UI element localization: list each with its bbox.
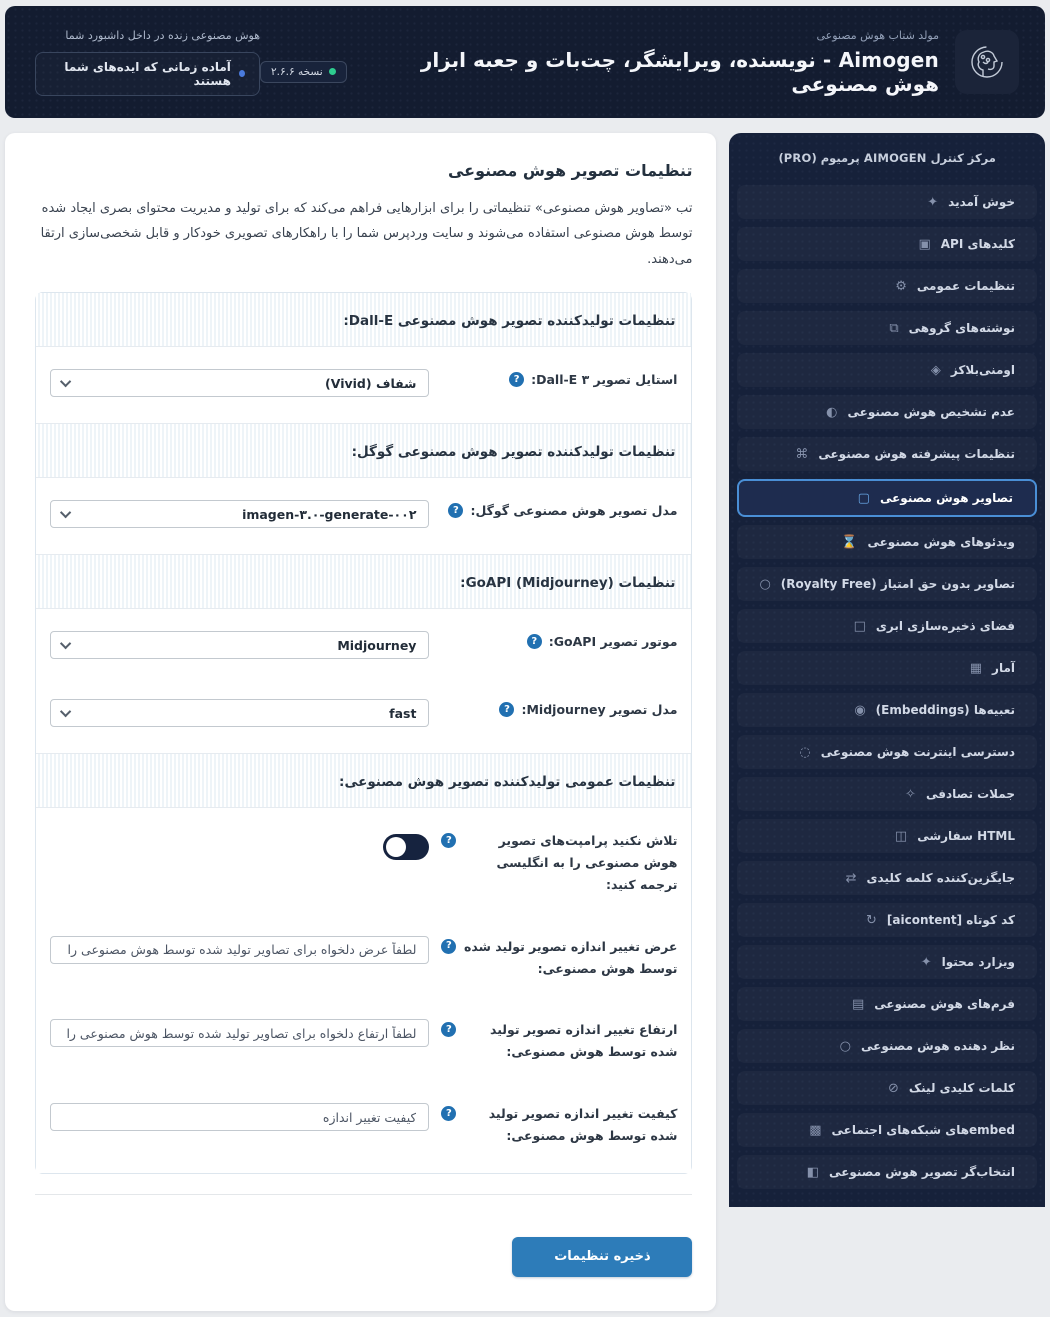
key-card-icon: ▣ (918, 236, 931, 252)
sidebar-item-custom-html[interactable] (737, 819, 1037, 853)
ready-status-pill: آماده زمانی که ایده‌های شما هستند (35, 52, 260, 96)
app-header (5, 6, 1045, 118)
goapi-engine-label: موتور تصویر GoAPI: (548, 634, 678, 650)
sidebar-item-label: تصاویر بدون حق امتیاز (Royalty Free) (780, 577, 1015, 591)
sidebar-item-label: اومنی‌بلاکز (950, 363, 1015, 377)
resize-width-input[interactable] (50, 936, 429, 964)
sidebar-item-random-sentences[interactable] (737, 777, 1037, 811)
app-logo (955, 30, 1019, 94)
wand-sparkle-icon: ✦ (920, 954, 932, 970)
sidebar-item-label: HTML سفارشی (917, 829, 1015, 843)
sidebar-item-royalty-free[interactable] (737, 567, 1037, 601)
sidebar-item-label: ویدئوهای هوش مصنوعی (867, 535, 1015, 549)
gear-icon: ⚙ (895, 278, 907, 294)
dalle-style-select[interactable]: شفاف (Vivid) (50, 369, 429, 397)
sidebar-item-stats[interactable] (737, 651, 1037, 685)
sidebar-item-label: کلمات کلیدی لینک (908, 1081, 1015, 1095)
sidebar-item-label: embedهای شبکه‌های اجتماعی (831, 1123, 1015, 1137)
sidebar-item-bulk-posts[interactable] (737, 311, 1037, 345)
target-icon: ◉ (854, 702, 866, 718)
header-tagline: هوش مصنوعی زنده در داخل داشبورد شما (65, 28, 260, 42)
circle-icon: ○ (759, 576, 771, 592)
blue-status-dot-icon (239, 70, 245, 77)
sidebar-item-omniblocks[interactable] (737, 353, 1037, 387)
image-square-icon: ▢ (857, 490, 870, 506)
no-translate-toggle[interactable] (383, 834, 429, 860)
sidebar-item-label: کد کوتاه [aicontent] (886, 913, 1015, 927)
globe-icon: ◌ (799, 744, 811, 760)
sidebar-item-ai-images[interactable] (737, 479, 1037, 517)
sidebar-item-api-keys[interactable] (737, 227, 1037, 261)
help-icon[interactable]: ? (509, 372, 524, 387)
mj-model-label: مدل تصویر Midjourney: (521, 702, 678, 718)
sidebar-item-label: فرم‌های هوش مصنوعی (874, 997, 1015, 1011)
sidebar-item-label: فضای ذخیره‌سازی ابری (875, 619, 1015, 633)
sidebar-item-label: کلیدهای API (940, 237, 1015, 251)
main-content (5, 133, 716, 1311)
field-resize-width (36, 922, 691, 1006)
help-icon[interactable]: ? (441, 939, 456, 954)
title-block (260, 29, 939, 96)
sidebar-item-label: تصاویر هوش مصنوعی (879, 491, 1013, 505)
help-icon[interactable]: ? (499, 702, 514, 717)
sidebar-item-cloud-storage[interactable] (737, 609, 1037, 643)
section-google: تنظیمات تولیدکننده تصویر هوش مصنوعی گوگل: (36, 423, 691, 478)
sidebar-item-content-wizard[interactable] (737, 945, 1037, 979)
sidebar-nav (729, 133, 1045, 1207)
field-google-model (36, 478, 691, 554)
sidebar-item-label: نظر دهنده هوش مصنوعی (860, 1039, 1015, 1053)
contrast-icon: ◐ (826, 404, 838, 420)
goapi-engine-select[interactable]: Midjourney (50, 631, 429, 659)
embed-grid-icon: ▩ (809, 1122, 822, 1138)
section-goapi: تنظیمات GoAPI (Midjourney): (36, 554, 691, 609)
sidebar-item-label: آمار (992, 661, 1015, 675)
sidebar-items (737, 185, 1037, 1189)
link-circle-icon: ⊘ (887, 1080, 899, 1096)
copy-icon: ⧉ (889, 320, 899, 336)
section-dalle: تنظیمات تولیدکننده تصویر هوش مصنوعی Dall-E: (36, 293, 691, 347)
google-model-label: مدل تصویر هوش مصنوعی گوگل: (470, 503, 678, 519)
help-icon[interactable]: ? (527, 634, 542, 649)
resize-quality-input[interactable] (50, 1103, 429, 1131)
sidebar-item-social-embeds[interactable] (737, 1113, 1037, 1147)
sidebar-item-embeddings[interactable] (737, 693, 1037, 727)
cloud-box-icon: □ (853, 618, 866, 634)
sidebar-title: مرکز کنترل AIMOGEN پرمیوم (PRO) (778, 151, 996, 165)
brain-head-logo-icon (965, 40, 1009, 84)
sidebar-item-label: جملات تصادفی (925, 787, 1015, 801)
sidebar-item-label: خوش آمدید (948, 195, 1015, 209)
sidebar-item-label: تنظیمات عمومی (916, 279, 1015, 293)
swap-arrows-icon: ⇄ (845, 870, 857, 886)
save-area (35, 1194, 692, 1277)
version-badge: نسخه ۲.۶.۶ (260, 61, 347, 83)
sidebar-item-label: دسترسی اینترنت هوش مصنوعی (820, 745, 1015, 759)
comment-circle-icon: ○ (839, 1038, 851, 1054)
field-resize-quality (36, 1089, 691, 1173)
sidebar-item-ai-undetectable[interactable] (737, 395, 1037, 429)
help-icon[interactable]: ? (441, 1022, 456, 1037)
sidebar-item-internet-access[interactable] (737, 735, 1037, 769)
field-mj-model (36, 685, 691, 753)
google-model-select[interactable]: imagen-۳.۰-generate-۰۰۲ (50, 500, 429, 528)
sparkle-outline-icon: ✧ (905, 786, 916, 802)
sidebar-item-label: جایگزین‌کننده کلمه کلیدی (866, 871, 1015, 885)
mj-model-select[interactable]: fast (50, 699, 429, 727)
help-icon[interactable]: ? (441, 1106, 456, 1121)
sidebar-item-label: ویزارد محتوا (941, 955, 1015, 969)
sparkle-icon: ✦ (927, 194, 939, 210)
help-icon[interactable]: ? (441, 833, 456, 848)
sidebar-item-ai-commenter[interactable] (737, 1029, 1037, 1063)
field-goapi-engine (36, 609, 691, 685)
sidebar-item-link-keywords[interactable] (737, 1071, 1037, 1105)
sidebar-item-label: نوشته‌های گروهی (908, 321, 1015, 335)
sidebar-item-label: تنظیمات پیشرفته هوش مصنوعی (818, 447, 1015, 461)
settings-form (35, 292, 692, 1174)
command-icon: ⌘ (795, 446, 809, 462)
sidebar-item-shortcode[interactable] (737, 903, 1037, 937)
grid-icon: ▦ (969, 660, 983, 676)
sidebar-item-welcome[interactable] (737, 185, 1037, 219)
field-no-translate (36, 808, 691, 922)
save-settings-button[interactable]: ذخیره تنظیمات (512, 1237, 692, 1277)
page-description: تب «تصاویر هوش مصنوعی» تنظیماتی را برای ابزارهایی فراهم می‌کند که برای تولید و مدیریت محتوای بصری ایجاد شده توسط هوش مصنوعی استفاده می‌شوند و سایت وردپرس شما را با راهکارهای تصویری خودکار و قابل شخصی‌سازی ارتقا می‌دهند. (40, 201, 693, 267)
sidebar-item-ai-videos[interactable] (737, 525, 1037, 559)
sidebar-item-general-settings[interactable] (737, 269, 1037, 303)
sidebar-item-image-selector[interactable] (737, 1155, 1037, 1189)
resize-quality-label: کیفیت تغییر اندازه تصویر تولید شده توسط هوش مصنوعی: (488, 1106, 678, 1144)
refresh-circle-icon: ↻ (865, 912, 877, 928)
image-picker-icon: ◧ (806, 1164, 820, 1180)
toggle-knob (386, 837, 406, 857)
sidebar-item-ai-advanced[interactable] (737, 437, 1037, 471)
chevron-down-icon (60, 507, 71, 518)
page-title: تنظیمات تصویر هوش مصنوعی (447, 161, 693, 180)
sidebar-item-label: تعبیه‌ها (Embeddings) (875, 703, 1015, 717)
sidebar-item-ai-forms[interactable] (737, 987, 1037, 1021)
diamond-icon: ◈ (930, 362, 941, 378)
resize-width-label: عرض تغییر اندازه تصویر تولید شده توسط هوش مصنوعی: (464, 938, 678, 976)
resize-height-label: ارتفاع تغییر اندازه تصویر تولید شده توسط هوش مصنوعی: (489, 1022, 678, 1060)
section-general: تنظیمات عمومی تولیدکننده تصویر هوش مصنوعی: (36, 753, 691, 808)
columns-icon: ◫ (894, 828, 908, 844)
sidebar-item-label: انتخاب‌گر تصویر هوش مصنوعی (829, 1165, 1015, 1179)
chevron-down-icon (60, 638, 71, 649)
resize-height-input[interactable] (50, 1019, 429, 1047)
dalle-style-label: استایل تصویر ۳ Dall-E: (531, 372, 678, 388)
field-dalle-style (36, 347, 691, 423)
app-title: Aimogen - نویسنده، ویرایشگر، چت‌بات و جعبه ابزار هوش مصنوعی (420, 47, 939, 96)
field-resize-height (36, 1005, 691, 1089)
brand-block (260, 29, 1019, 96)
no-translate-label: تلاش نکنید پرامپت‌های تصویر هوش مصنوعی را به انگلیسی ترجمه کنید: (496, 833, 678, 892)
header-tagline-block (35, 29, 260, 96)
help-icon[interactable]: ? (448, 503, 463, 518)
sidebar-item-label: عدم تشخیص هوش مصنوعی (847, 405, 1015, 419)
form-lines-icon: ▤ (851, 996, 865, 1012)
sidebar-item-keyword-replacer[interactable] (737, 861, 1037, 895)
green-status-dot-icon (329, 68, 336, 75)
chevron-down-icon (60, 706, 71, 717)
chevron-down-icon (60, 376, 71, 387)
hourglass-icon: ⌛ (841, 534, 858, 550)
app-subtitle: مولد شتاب هوش مصنوعی (816, 28, 939, 42)
